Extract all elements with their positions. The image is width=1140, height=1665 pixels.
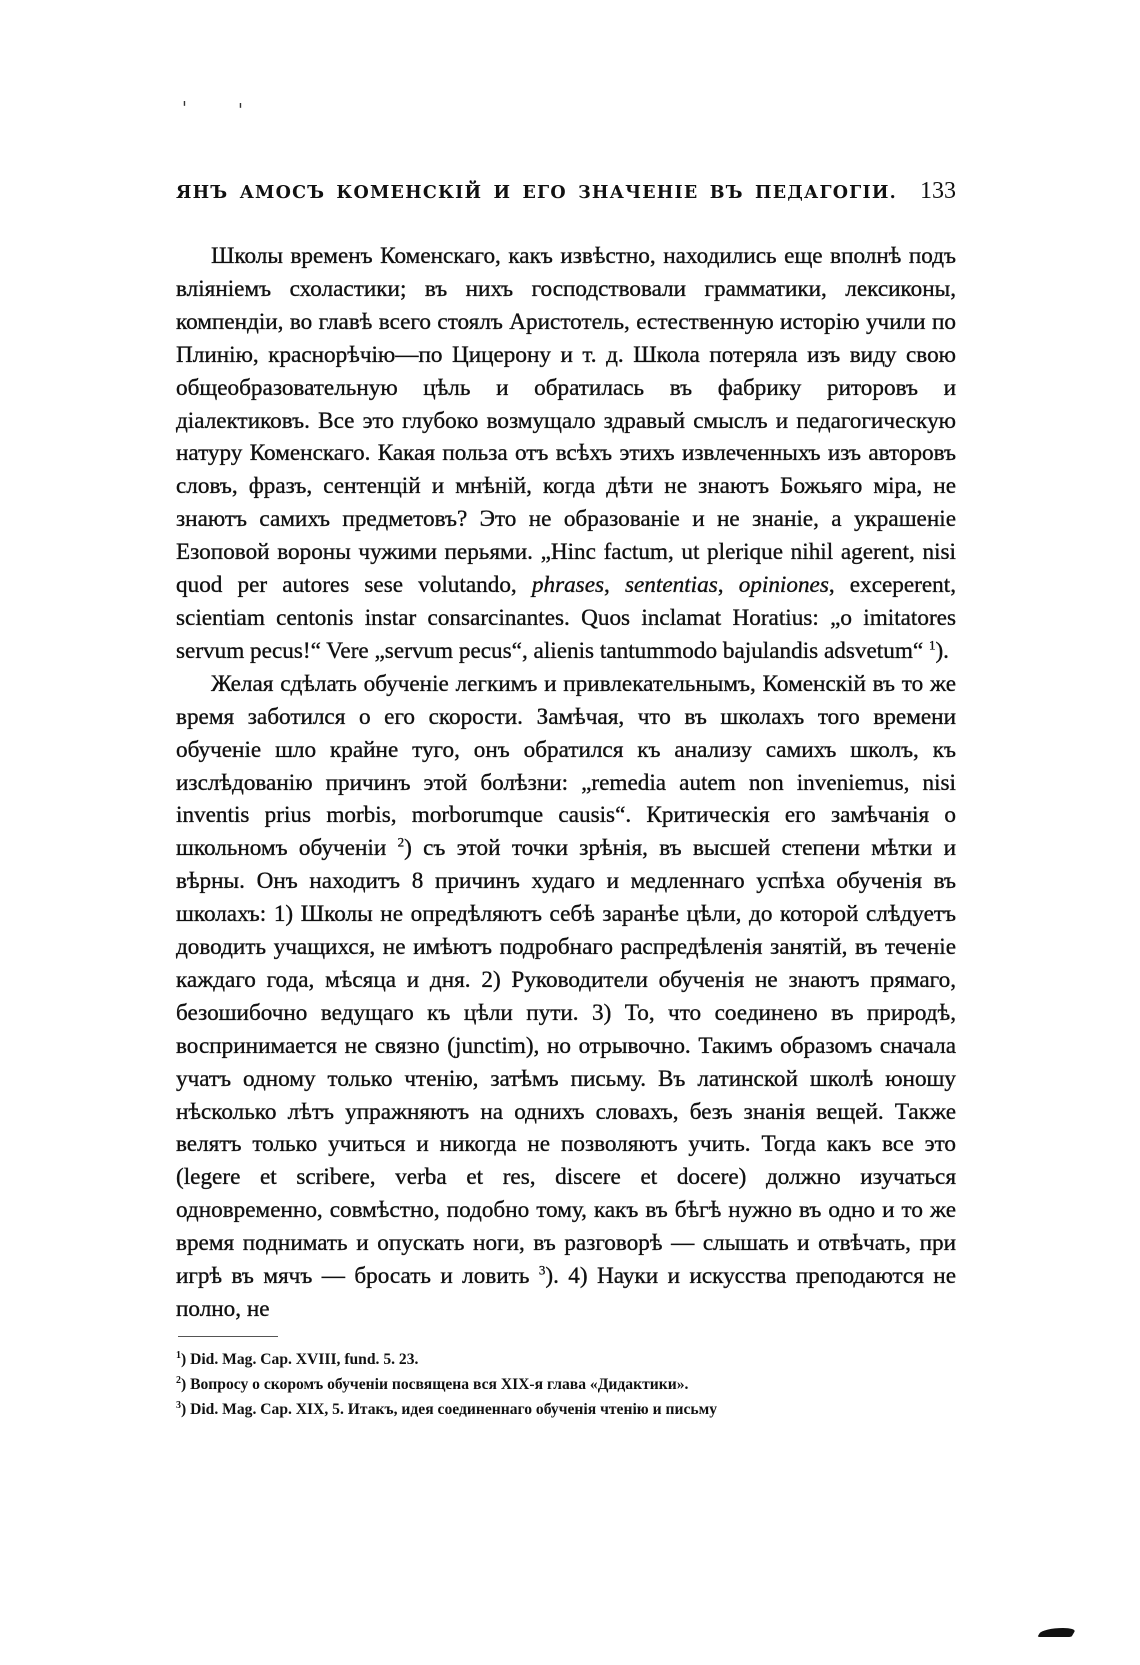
footnote-ref: 3: [538, 1262, 546, 1278]
running-head: ЯНЪ АМОСЪ КОМЕНСКІЙ И ЕГО ЗНАЧЕНІЕ ВЪ ПЕДАГОГІИ.: [176, 183, 897, 203]
footnotes: [176, 1347, 956, 1422]
footnote: $^1$) Did. Mag. Cap. XVIII, fund. 5. 23.: [176, 1349, 419, 1368]
italic-term: sententias: [624, 572, 718, 599]
margin-mark: ': [182, 98, 187, 119]
paragraph: Желая сдѣлать обученіе легкимъ и привлекательнымъ, Коменскій въ то же время заботился о его скорости. Замѣчая, что въ школахъ того времени обученіе шло крайне туго, онъ обратился къ анализу самихъ школъ, къ изслѣдованію причинъ этой болѣзни: „remedia autem non inveniemus, nisi inventis prius morbis, morborumque causis“. Критическія его замѣчанія о школьномъ обученіи $^2$) съ этой точки зрѣнія, въ высшей степени мѣтки и вѣрны. Онъ находитъ 8 причинъ худаго и медленнаго успѣха обученія въ школахъ: 1) Школы не опредѣляютъ себѣ заранѣе цѣли, до которой слѣдуетъ доводить учащихся, не имѣютъ подробнаго распредѣленія занятій, въ теченіе каждаго года, мѣсяца и дня. 2) Руководители обученія не знаютъ прямаго, безошибочно ведущаго къ цѣли пути. 3) То, что соединено въ природѣ, воспринимается не связно (junctim), но отрывочно. Такимъ образомъ сначала учатъ одному только чтенію, затѣмъ письму. Въ латинской школѣ юношу нѣсколько лѣтъ упражняютъ на однихъ словахъ, безъ знанія вещей. Также велятъ только учиться и никогда не позволяютъ учить. Тогда какъ все это (legere et scribere, verba et res, discere et docere) должно изучаться одновременно, совмѣстно, подобно тому, какъ въ бѣгѣ нужно въ одно и то же время поднимать и опускать ноги, въ разговорѣ — слышать и отвѣчать, при игрѣ въ мячъ — бросать и ловить $^3$). 4) Науки и искусства преподаются не полно, не: [176, 670, 957, 1322]
page-header: [176, 178, 956, 222]
footnote: $^3$) Did. Mag. Cap. XIX, 5. Итакъ, идея соединеннаго обученія чтенію и письму: [176, 1399, 718, 1418]
page-number: 133: [920, 178, 956, 204]
paragraph: Школы временъ Коменскаго, какъ извѣстно, находились еще вполнѣ подъ вліяніемъ схоластики; въ нихъ господствовали грамматики, лексиконы, компендіи, во главѣ всего стоялъ Аристотель, естественную исторію учили по Плинію, краснорѣчію—по Цицерону и т. д. Школа потеряла изъ виду свою общеобразовательную цѣль и обратилась въ фабрику риторовъ и діалектиковъ. Все это глубоко возмущало здравый смыслъ и педагогическую натуру Коменскаго. Какая польза отъ всѣхъ этихъ извлеченныхъ изъ авторовъ словъ, фразъ, сентенцій и мнѣній, когда дѣти не знаютъ Божьяго міра, не знаютъ самихъ предметовъ? Это не образованіе и не знаніе, а украшеніе Езоповой вороны чужими перьями. „Hinc factum, ut plerique nihil agerent, nisi quod per autores sese volutando, phrases, sententias, opiniones, exceperent, scientiam centonis instar consarcinantes. Quos inclamat Horatius: „o imitatores servum pecus!“ Vere „servum pecus“, alienis tantummodo bajulandis adsvetum“ $^1$).: [176, 243, 957, 664]
main-text: [176, 240, 956, 1326]
book-page: [176, 178, 956, 1422]
footnote-ref: 1: [928, 637, 936, 653]
footnote-ref: 2: [397, 834, 405, 850]
margin-mark: ': [238, 100, 243, 121]
ink-smudge: [1037, 1628, 1076, 1637]
footnote-divider: [178, 1336, 278, 1337]
italic-term: phrases: [531, 572, 605, 599]
italic-term: opiniones: [738, 572, 829, 599]
footnote: $^2$) Вопросу о скоромъ обученіи посвящена вся XIX-я глава «Дидактики».: [176, 1374, 689, 1393]
